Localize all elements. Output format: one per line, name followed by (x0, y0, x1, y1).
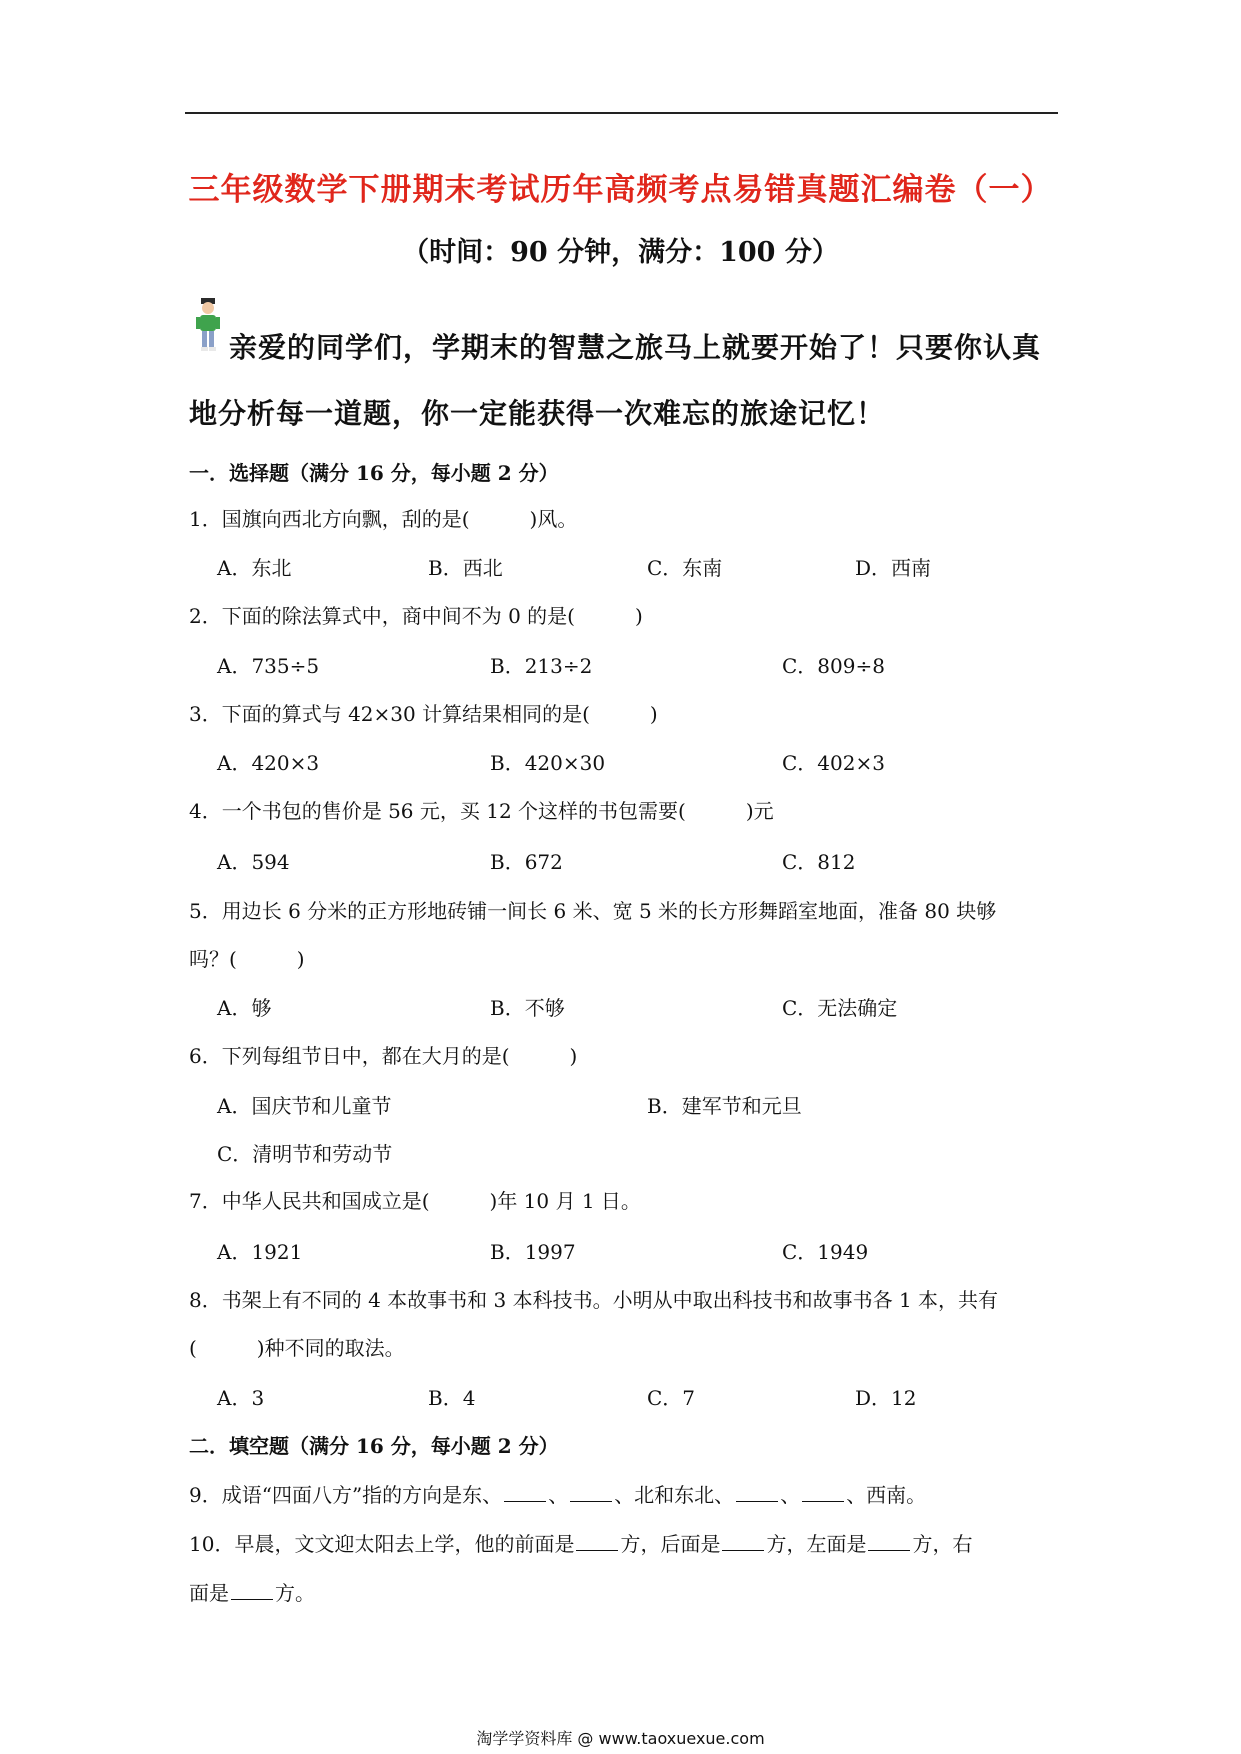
footer-watermark: 淘学学资料库 @ www.taoxuexue.com (476, 1729, 765, 1748)
section-1-heading: 一．选择题（满分 16 分，每小题 2 分） (189, 461, 559, 485)
question-7: 7．中华人民共和国成立是( )年 10 月 1 日。 (189, 1189, 641, 1213)
q8-option-d: D．12 (855, 1386, 917, 1410)
question-10-cont: 面是 方。 (189, 1581, 315, 1605)
answer-blank[interactable] (504, 1483, 546, 1502)
intro-line-1: 亲爱的同学们，学期末的智慧之旅马上就要开始了！只要你认真 (229, 331, 1042, 364)
question-9: 9．成语“四面八方”指的方向是东、 、 、北和东北、 、 、西南。 (189, 1483, 927, 1507)
question-5-cont: 吗？( ) (189, 947, 305, 971)
q1-option-c: C．东南 (647, 556, 723, 580)
q6-option-a: A．国庆节和儿童节 (217, 1094, 392, 1118)
q7-option-a: A．1921 (217, 1240, 303, 1264)
answer-blank[interactable] (736, 1483, 778, 1502)
q8-option-b: B．4 (428, 1386, 476, 1410)
question-8-cont: ( )种不同的取法。 (189, 1336, 405, 1360)
q8-option-a: A．3 (217, 1386, 265, 1410)
student-illustration (193, 296, 223, 356)
q1-option-b: B．西北 (428, 556, 503, 580)
q2-option-c: C．809÷8 (782, 654, 885, 678)
question-8: 8．书架上有不同的 4 本故事书和 3 本科技书。小明从中取出科技书和故事书各 1 本，共有 (189, 1288, 999, 1312)
question-5: 5．用边长 6 分米的正方形地砖铺一间长 6 米、宽 5 米的长方形舞蹈室地面，准备 80 块够 (189, 899, 997, 923)
q5-option-b: B．不够 (490, 996, 565, 1020)
exam-info: （时间：90 分钟，满分：100 分） (402, 237, 839, 268)
answer-blank[interactable] (868, 1532, 910, 1551)
q1-option-d: D．西南 (855, 556, 932, 580)
q6-option-c: C．清明节和劳动节 (217, 1142, 393, 1166)
header-rule (185, 112, 1058, 114)
q7-option-c: C．1949 (782, 1240, 869, 1264)
question-4: 4．一个书包的售价是 56 元，买 12 个这样的书包需要( )元 (189, 799, 774, 823)
answer-blank[interactable] (576, 1532, 618, 1551)
q3-option-b: B．420×30 (490, 751, 606, 775)
q3-option-a: A．420×3 (217, 751, 320, 775)
q4-option-c: C．812 (782, 850, 856, 874)
q6-option-b: B．建军节和元旦 (647, 1094, 802, 1118)
answer-blank[interactable] (570, 1483, 612, 1502)
answer-blank[interactable] (802, 1483, 844, 1502)
answer-blank[interactable] (231, 1581, 273, 1600)
section-2-heading: 二．填空题（满分 16 分，每小题 2 分） (189, 1434, 559, 1458)
question-3: 3．下面的算式与 42×30 计算结果相同的是( ) (189, 702, 658, 726)
q2-option-b: B．213÷2 (490, 654, 593, 678)
q5-option-a: A．够 (217, 996, 272, 1020)
q8-option-c: C．7 (647, 1386, 696, 1410)
q2-option-a: A．735÷5 (217, 654, 320, 678)
q4-option-a: A．594 (217, 850, 290, 874)
q1-option-a: A．东北 (217, 556, 292, 580)
q5-option-c: C．无法确定 (782, 996, 898, 1020)
q3-option-c: C．402×3 (782, 751, 885, 775)
intro-line-2: 地分析每一道题，你一定能获得一次难忘的旅途记忆！ (189, 397, 886, 430)
answer-blank[interactable] (722, 1532, 764, 1551)
page-title: 三年级数学下册期末考试历年高频考点易错真题汇编卷（一） (188, 172, 1053, 208)
q4-option-b: B．672 (490, 850, 563, 874)
q7-option-b: B．1997 (490, 1240, 576, 1264)
question-6: 6．下列每组节日中，都在大月的是( ) (189, 1044, 578, 1068)
question-1: 1．国旗向西北方向飘，刮的是( )风。 (189, 507, 578, 531)
question-10: 10．早晨，文文迎太阳去上学，他的前面是 方，后面是 方，左面是 方，右 (189, 1532, 973, 1556)
question-2: 2．下面的除法算式中，商中间不为 0 的是( ) (189, 604, 643, 628)
